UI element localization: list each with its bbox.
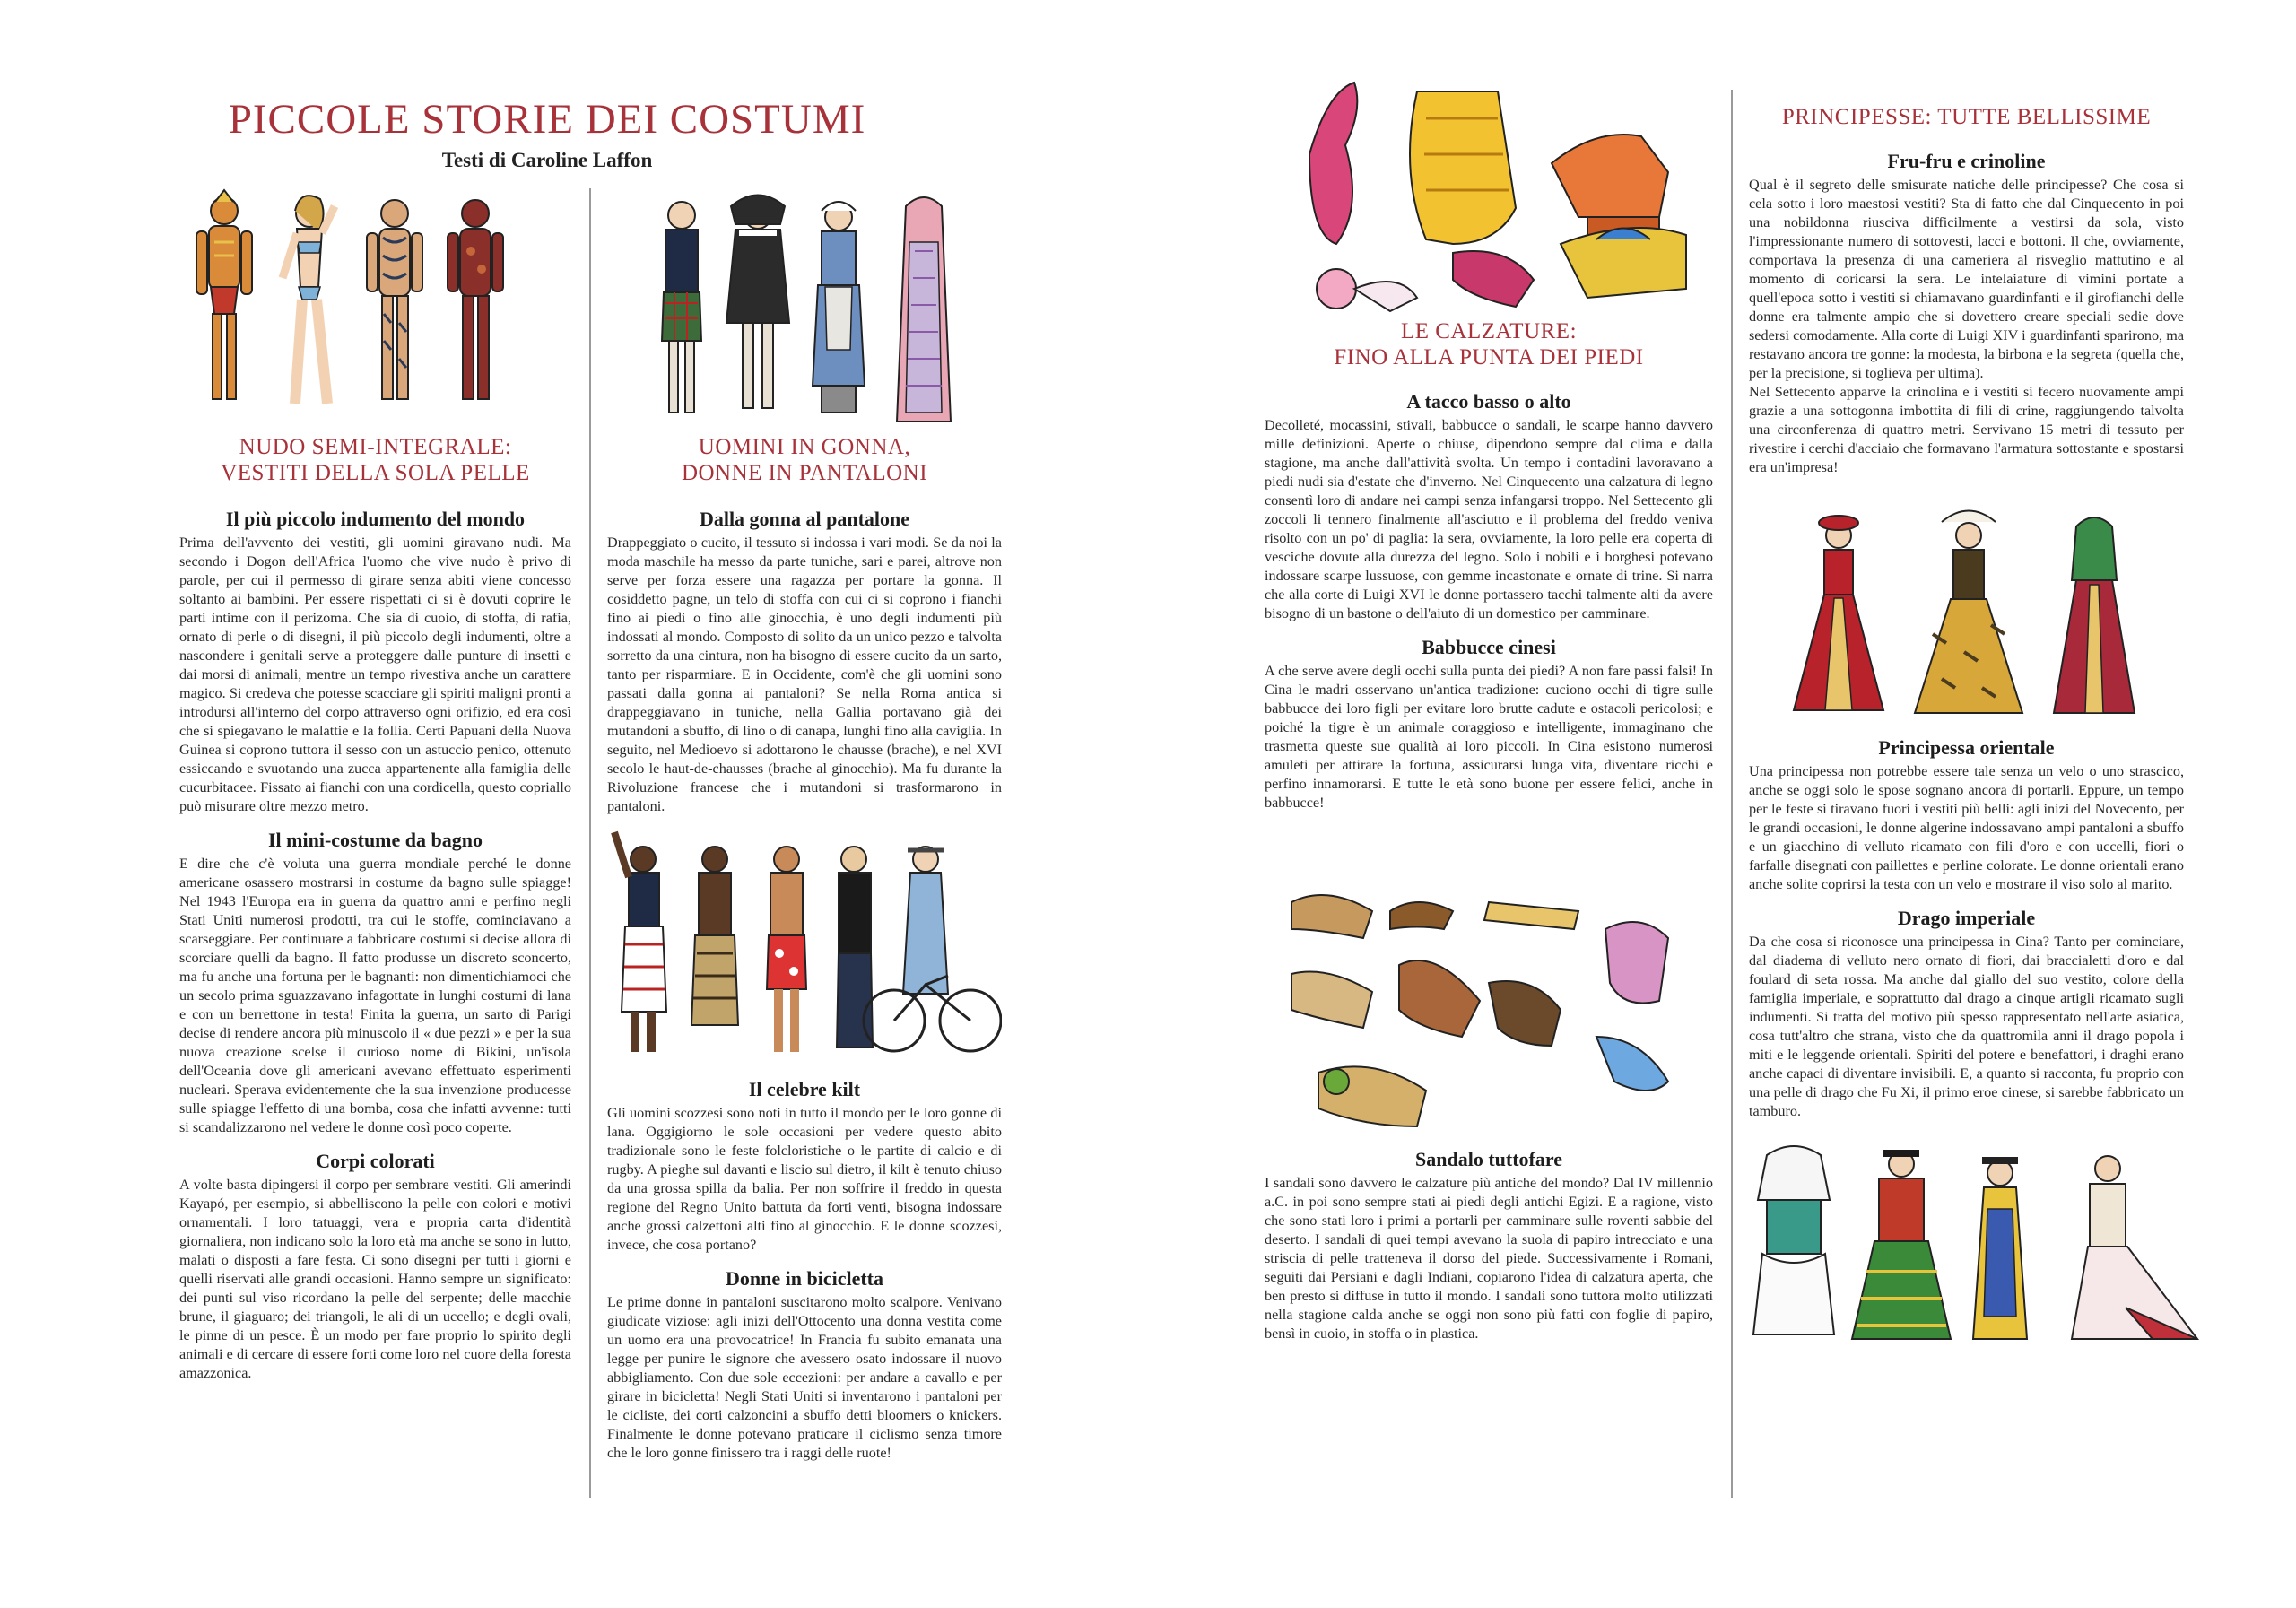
figure-tattooed xyxy=(367,200,422,399)
shoe-slipper xyxy=(1309,83,1357,244)
figure-bikini-woman xyxy=(283,196,335,404)
column-uomini xyxy=(607,434,1002,1463)
column-nudo xyxy=(179,434,571,1383)
platform-shoe xyxy=(1552,135,1668,217)
figure-african-man xyxy=(691,847,738,1025)
boot xyxy=(1410,91,1516,244)
article-text: Gli uomini scozzesi sono noti in tutto il mondo per le loro gonne di lana. Oggigiorno le sole occasioni per vedere questo abito tradizionale sono le feste folcloristiche o le partite di calcio e di rugby. A pieghe sul davanti e liscio sul dietro, il kilt è tenuto chiuso da una grossa spilla da balia. Per non soffrire il freddo in questa regione del Regno Unito battuta da forti venti, bisogna indossare anche grossi calzettoni alti fino al ginocchio. E le donne scozzesi, invece, che cosa portano? xyxy=(607,1105,1002,1253)
figure-medieval-lady xyxy=(2054,517,2135,713)
column-principesse xyxy=(1749,104,2184,1352)
sandal xyxy=(1390,902,1453,929)
sandal xyxy=(1292,895,1372,938)
sandal xyxy=(1605,922,1668,1004)
article-text: Da che cosa si riconosce una principessa in Cina? Tanto per cominciare, dal diadema di velluto nero ornato di fiori, dai braccialetti d'oro e dal foulard di seta rossa. Ma anche dal giallo del suo vestito, colore della famiglia imperiale, e soprattutto dal drago a cinque artigli ricamato sugli indumenti. Si tratta del motivo più spesso rappresentato nell'arte asiatica, cosa tutt'altro che strana, visto che da quattromila anni il drago popola i miti e le leggende orientali. Spiriti del potere e benefattori, i draghi erano anche capaci di diventare invisibili. E, a quanto si racconta, fu proprio con una pelle di drago che Fu Xi, il primo eroe cinese, si sarebbe fabbricato un tamburo. xyxy=(1749,934,2184,1119)
figure-baroque-man xyxy=(726,196,789,409)
figure-chinese-man xyxy=(837,847,873,1047)
article-heading: Dalla gonna al pantalone xyxy=(699,508,910,530)
article-text: A che serve avere degli occhi sulla punta dei piedi? A non fare passi falsi! In Cina le madri osservano un'antica tradizione: cuciono occhi di tigre sulle babbucce dei loro figli per evitare loro brutte cadute e ostacoli pericolosi; e poiché la tigre è un animale coraggioso e intelligente, immaginano che trasmetta queste sue qualità ai loro piccoli. In Cina esistono numerosi amuleti per attirare la fortuna, assicurarsi lunga vita, diventare ricchi e perfino innamorarsi. E tutte le età sono buone per essere felici, anche in babbucce! xyxy=(1265,663,1713,811)
figure-indian-woman xyxy=(897,197,951,422)
figure-painted-body xyxy=(448,200,503,399)
figure-veiled-woman xyxy=(1753,1146,1834,1334)
sandal xyxy=(1484,902,1578,929)
article-heading: Corpi colorati xyxy=(316,1150,435,1172)
article-heading: Il più piccolo indumento del mondo xyxy=(225,508,526,530)
article-heading: Il celebre kilt xyxy=(748,1078,861,1100)
illustration-sandals xyxy=(1265,875,1713,1135)
article-text: A volte basta dipingersi il corpo per sembrare vestiti. Gli amerindi Kayapó, per esempio, si abbelliscono la pelle con colori e motivi ornamentali. I loro tatuaggi, vera e propria carta d'identità giornaliera, non indicano solo la loro età ma anche se sono in lutto, malati o disposti a fare festa. Ci sono disegni per tutti i giorni e quelli riservati alle grandi occasioni. Hanno sempre un significato: dei punti sul viso ricordano la pelle del serpente; delle macchie brune, il giaguaro; dei triangoli, le ali di un uccello; e degli ovali, le pinne di un pesce. È un modo per fare proprio lo spirito degli animali e di cercare di essere forti come loro nel cuore della foresta amazzonica. xyxy=(179,1177,571,1381)
figure-renaissance-lady xyxy=(1794,516,1883,710)
flipflop xyxy=(1596,1037,1668,1091)
sandal xyxy=(1399,960,1480,1037)
figure-chinese-empress xyxy=(1852,1152,1951,1339)
article-heading: Donne in bicicletta xyxy=(726,1267,883,1290)
right-page xyxy=(1148,0,2296,1608)
article-heading: Il mini-costume da bagno xyxy=(268,829,483,851)
figure-dutch-woman xyxy=(813,202,865,413)
pompom-slipper xyxy=(1317,269,1356,309)
article-heading: A tacco basso o alto xyxy=(1406,390,1571,413)
article-heading: Principessa orientale xyxy=(1878,736,2055,759)
figure-polynesian xyxy=(767,847,806,1052)
column-divider xyxy=(589,188,591,1498)
article-text: E dire che c'è voluta una guerra mondiale perché le donne americane osassero mostrarsi in costume da bagno sulle spiagge! Nel 1943 l'Europa era in guerra da quattro anni e perfino negli Stati Uniti numerosi prodotti, tra cui le stoffe, cominciavano a scarseggiare. Per continuare a fabbricare costumi si decise allora di scorciare quelli da bagno. Il fatto produsse un discreto sconcerto, ma fu anche una fortuna per le bagnanti: non dimentichiamoci che un secolo prima sguazzavano infagottate in lunghi costumi di lana e con un berrettone in testa! Finita la guerra, un sarto di Parigi decise di rendere ancora più minuscolo il « due pezzi » e per la sua nuova creazione scelse il curioso nome di Bikini, un'isola dell'Oceania dove gli americani avevano effettuato esperimenti nucleari. Sperava evidentemente che la sua invenzione producesse sulle spiagge l'effetto di una bomba, cosa che infatti avvenne: tutti si scandalizzarono nel vedere le donne così poco coperte. xyxy=(179,856,571,1135)
figure-scot xyxy=(662,202,701,413)
article-heading: Sandalo tuttofare xyxy=(1415,1148,1562,1170)
sandal xyxy=(1292,972,1372,1029)
figure-tribal-warrior xyxy=(196,190,252,399)
section-title-nudo: NUDO SEMI-INTEGRALE: VESTITI DELLA SOLA PELLE xyxy=(221,435,530,485)
section-title-uomini: UOMINI IN GONNA, DONNE IN PANTALONI xyxy=(681,435,928,485)
illustration-shoes xyxy=(1292,65,1704,325)
babbuccia xyxy=(1453,251,1534,307)
article-text: Una principessa non potrebbe essere tale senza un velo o uno strascico, anche se oggi solo le spose sognano ancora di portarli. Eppure, un tempo per le feste si tiravano fuori i vestiti più belli: agli inizi del Novecento, per le grandi occasioni, le donne algerine indossavano ampi pantaloni a sbuffo e un giacchino di velluto ricamato con fili d'oro e con uccelli, fiori o farfalle disegnati con paillettes e perline colorate. Le donne orientali erano anche solite coprirsi la testa con un velo e mostrare il viso solo al marito. xyxy=(1749,763,2184,892)
article-text: Qual è il segreto delle smisurate natiche delle principesse? Che cosa si cela sotto i loro maestosi vestiti? Sta di fatto che dal Cinquecento in poi una nobildonna riusciva difficilmente a vestirsi da sola, visto l'impressionante numero di sottovesti, lacci e bottoni. Il che, ovviamente, comportava la presenza di una cameriera al risveglio mattutino e al momento di coricarsi la sera. Le intelaiature di vimini portate a quell'epoca sotto i vestiti si chiamavano guardinfanti e il girofianchi delle donne era talmente ampio che si dovettero creare speciali sedie dove sedersi comodamente. Alla corte di Luigi XIV i guardinfanti sparirono, ma restavano ancora tre gonne: la modesta, la birbona e la segreta (quella che, per la precisione, si toglieva per ultima). Nel Settecento apparve la crinolina e i vestiti si fecero nuovamente ampi grazie a una sottogonna imbottita di fili di crine, raggiungendo talvolta una circonferenza di quattro metri. Servivano 15 metri di tessuto per rivestire i cerchi d'acciaio che formavano l'armatura sottostante e spostarsi era un'impresa! xyxy=(1749,177,2184,475)
page-title: PICCOLE STORIE DEI COSTUMI xyxy=(228,96,866,143)
figure-fijian xyxy=(614,832,666,1052)
column-calzature xyxy=(1265,318,1713,1343)
illustration-oriental-princesses xyxy=(1731,1137,2233,1352)
article-heading: Babbucce cinesi xyxy=(1422,636,1556,658)
section-title-calzature: LE CALZATURE: FINO ALLA PUNTA DEI PIEDI xyxy=(1334,319,1644,369)
article-heading: Drago imperiale xyxy=(1897,907,2036,929)
byline: Testi di Caroline Laffon xyxy=(441,149,653,171)
figure-court-lady xyxy=(2072,1156,2197,1339)
article-text: Le prime donne in pantaloni suscitarono molto scalpore. Venivano giudicate viziose: agli inizi dell'Ottocento una donna vestita come un uomo era una provocatrice! In Francia fu subito emanata una legge per punire le signore che avessero osato indossare il nuovo abbigliamento. Con due sole eccezioni: per andare a cavallo e per girare in bicicletta! Negli Stati Uniti si inventarono i pantaloni per le cicliste, dei corti calzoncini a sbuffo detti bloomers o knickers. Finalmente le donne potevano praticare il ciclismo senza timore che le loro gonne finissero tra i raggi delle ruote! xyxy=(607,1294,1002,1461)
article-text: I sandali sono davvero le calzature più antiche del mondo? Dal IV millennio a.C. in poi sono sempre stati ai piedi degli antichi Egizi. E a ragione, visto che sono stati loro i primi a portarli per camminare sulle roventi sabbie del deserto. I sandali di quei tempi avevano la suola di papiro intrecciato e una striscia di pelle tratteneva il dorso del piede. Successivamente i Romani, seguiti dai Persiani e dagli Indiani, copiarono l'idea di calzatura aperta, che ben presto si diffuse in tutto il mondo. I sandali sono tuttora molto utilizzati nella stagione calda anche se oggi non sono più fatti con foglie di papiro, bensì in cuoio, in stoffa o in plastica. xyxy=(1265,1175,1713,1342)
article-text: Prima dell'avvento dei vestiti, gli uomini giravano nudi. Ma secondo i Dogon dell'Africa l'uomo che vive nudo è privo di parole, per cui il permesso di girare senza abiti viene concesso soltanto ai bambini. Per essere rispettati ci si è dovuti coprire le parti intime con il perizoma. Che sia di cuoio, di stoffa, di rafia, ornato di perle o di disegni, il più piccolo degli indumenti, oltre a nascondere i genitali serve a proteggere dalle punture di insetti e dai morsi di animali, mentre un tempo rivestiva anche un carattere magico. Si credeva che potesse scacciare gli spiriti maligni pronti a introdursi all'interno del corpo attraverso ogni orifizio, ed era così che si spiegavano le malattie e la follia. Certi Papuani della Nuova Guinea si coprono tuttora il sesso con un astuccio penico, ottenuto essiccando e svuotando una zucca appartenente alla famiglia delle cucurbitacee. Fissato ai fianchi con una cordicella, questo copriallo può misurare oltre mezzo metro. xyxy=(179,535,571,814)
section-title-principesse: PRINCIPESSE: TUTTE BELLISSIME xyxy=(1781,105,2152,129)
figure-elizabethan-queen xyxy=(1915,511,2022,714)
article-text: Drappeggiato o cucito, il tessuto si indossa i vari modi. Se da noi la moda maschile ha messo da parte tuniche, sari e parei, altrove non serve per forza essere una ragazza per portare la gonna. Il cosiddetto pagne, un telo di stoffa con cui ci si coprono i fianchi fino ai piedi o fino alle ginocchia, è uno degli indumenti più indossati al mondo. Composto di solito da un unico pezzo e talvolta sorretto da una cintura, non ha bisogno di essere cucito da un sarto, tanto per risparmiare. E in Occidente, com'è che gli uomini sono passati dalla gonna ai pantaloni? Se nella Roma antica si drappeggiavano in tuniche, nella Gallia portavano già dei mutandoni a sbuffo, di lino o di canapa, lunghi fino alla caviglia. In seguito, nel Medioevo si adottarono le chausse (brache), e nel XVI secolo le haut-de-chausses (brache al ginocchio). Ma fu durante la Rivoluzione francese che i mutandoni si trasformarono in pantaloni. xyxy=(607,535,1002,814)
sandal xyxy=(1489,981,1561,1046)
illustration-bicycle-figures xyxy=(607,823,1002,1065)
illustration-crinolines xyxy=(1749,500,2184,724)
article-text: Decolleté, mocassini, stivali, babbucce o sandali, le scarpe hanno davvero mille definizioni. Aperte o chiuse, dipendono sempre dal clima e dalla stagione, ma anche dall'attività svolta. Un tempo i contadini lavoravano a piedi nudi sia d'estate che d'inverno. Nel Cinquecento una calzatura di legno consentì loro di andare nei campi senza infangarsi troppo. Nel Settecento gli zoccoli li tennero finalmente all'asciutto e il problema del freddo veniva risolto con un po' di paglia: la sera, ovviamente, la loro pelle era coperta di vesciche dovute alla durezza del legno. Solo i nobili e i borghesi potevano indossare scarpe lussuose, con gemme incastonate e ornate di trine. Si narra che alla corte di Luigi XVI le donne portassero tacchi talmente alti da avere bisogno di un bastone o dell'aiuto di un domestico per camminare. xyxy=(1265,417,1713,621)
figure-imperial-princess xyxy=(1973,1160,2027,1339)
article-heading: Fru-fru e crinoline xyxy=(1887,150,2046,172)
illustration-body-figures xyxy=(184,188,525,422)
figure-cyclist-woman xyxy=(864,847,1001,1051)
illustration-skirt-figures xyxy=(646,188,1031,430)
